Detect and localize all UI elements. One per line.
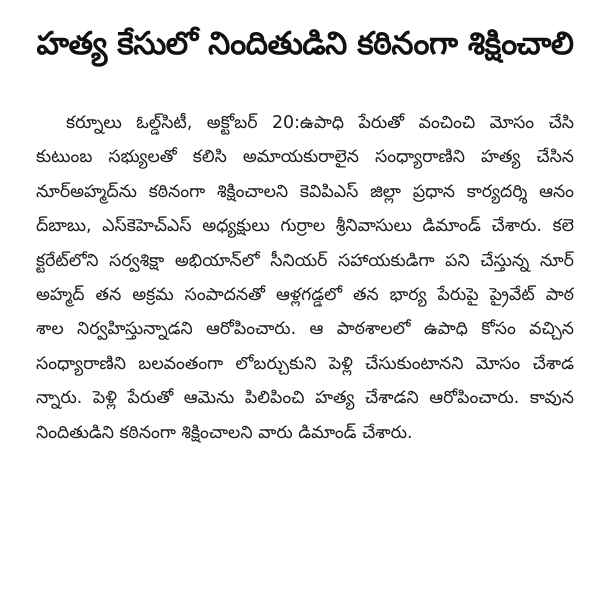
article-line: క్టరేట్‌లోని సర్వశిక్షా అభియాన్‌లో సీనియర్ సహాయకుడిగా పని చేస్తున్న నూర్ [36,250,574,271]
article-line: నిందితుడిని కఠినంగా శిక్షించాలని వారు డిమాండ్ చేశారు. [36,422,413,443]
article-line: న్నారు. పెళ్లి పేరుతో ఆమెను పిలిపించి హత్య చేశాడని ఆరోపించారు. కావున [36,388,574,409]
article-body [36,106,574,450]
article-line: ద్‌బాబు, ఎస్‌కెహెచ్‌ఎస్ అధ్యక్షులు గుర్రాల శ్రీనివాసులు డిమాండ్ చేశారు. కలె [36,216,574,237]
article-headline: హత్య కేసులో నిందితుడిని కఠినంగా శిక్షించాలి [36,26,574,62]
article-line: నూర్‌అహ్మద్‌ను కఠినంగా శిక్షించాలని కెవిపిఎస్ జిల్లా ప్రధాన కార్యదర్శి ఆనం [36,181,574,202]
article-line: శాల నిర్వహిస్తున్నాడని ఆరోపించారు. ఆ పాఠశాలలో ఉపాధి కోసం వచ్చిన [36,319,574,340]
article-line: కర్నూలు ఓల్డ్‌సిటీ, అక్టోబర్ 20:ఉపాధి పేరుతో వంచించి మోసం చేసి [66,113,574,133]
article-line: అహ్మద్ తన అక్రమ సంపాదనతో ఆళ్లగడ్డలో తన భార్య పేరుపై ప్రైవేట్ పాఠ [36,284,574,305]
article-line: సంధ్యారాణిని బలవంతంగా లోబర్చుకుని పెళ్లి చేసుకుంటానని మోసం చేశాడ [36,353,574,374]
article-line: కుటుంబ సభ్యులతో కలిసి అమాయకురాలైన సంధ్యారాణిని హత్య చేసిన [36,147,574,168]
